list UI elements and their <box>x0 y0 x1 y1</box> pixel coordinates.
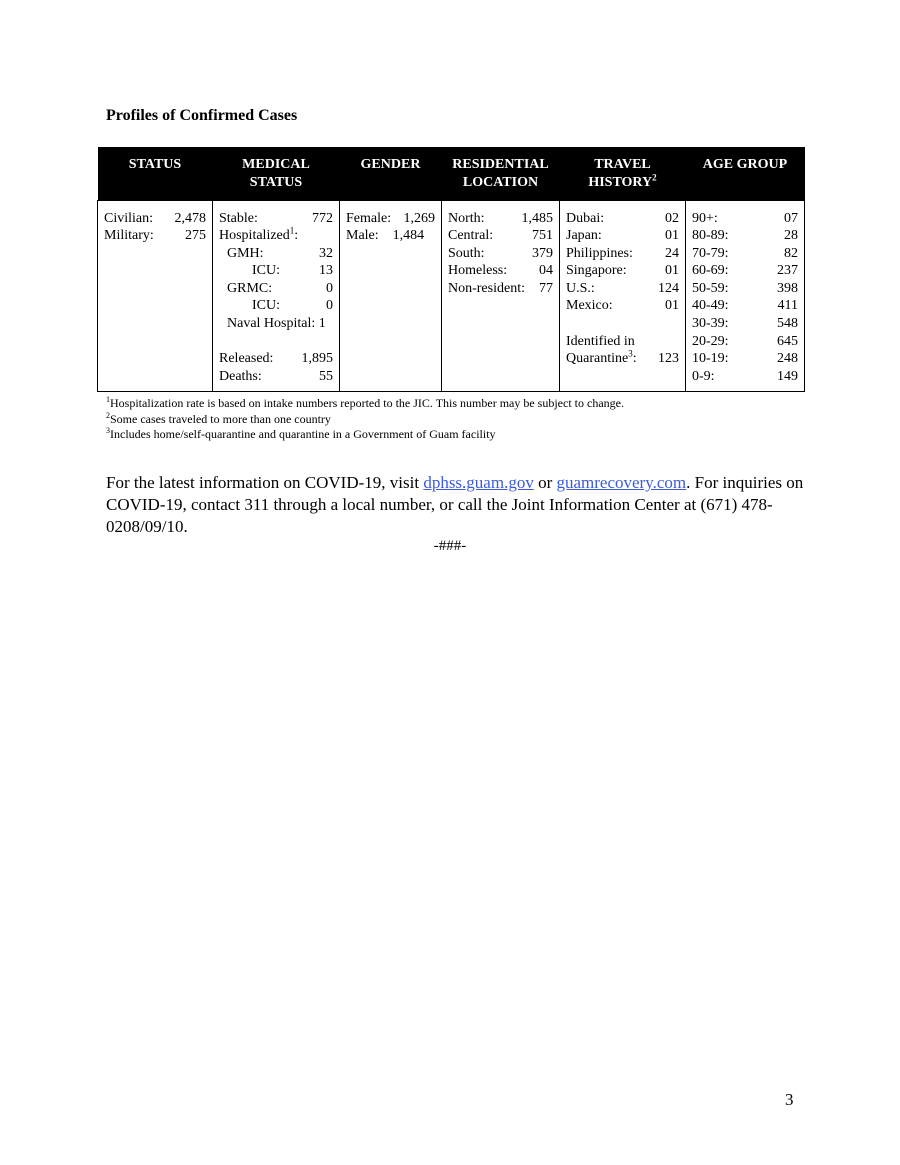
medical-row <box>219 368 333 386</box>
header-line: RESIDENTIAL <box>452 157 549 172</box>
row-value: 645 <box>777 333 798 349</box>
footnote-marker: 3 <box>106 426 110 435</box>
age-row <box>692 297 798 315</box>
footnote-text: Includes home/self-quarantine and quarantine in a Government of Guam facility <box>110 427 496 441</box>
footnote-text: Hospitalization rate is based on intake numbers reported to the JIC. This number may be subject to change. <box>110 396 624 410</box>
status-row <box>104 210 206 228</box>
info-paragraph <box>106 472 806 538</box>
row-label: Homeless: <box>448 263 508 279</box>
age-group-cell <box>686 200 805 392</box>
row-label: Identified in <box>566 333 635 349</box>
info-text: or <box>533 473 557 492</box>
row-value: 24 <box>665 245 679 261</box>
row-value: 0 <box>326 280 333 296</box>
row-value: 379 <box>532 245 553 261</box>
age-row <box>692 315 798 333</box>
footnote <box>106 396 624 412</box>
row-value: 411 <box>777 298 798 314</box>
age-row <box>692 280 798 298</box>
footnote-marker: 2 <box>106 410 110 420</box>
table-header-row <box>98 147 805 200</box>
row-label: Civilian: <box>104 210 153 226</box>
dphss-link[interactable]: dphss.guam.gov <box>423 473 534 492</box>
page-number: 3 <box>785 1090 794 1109</box>
travel-row <box>566 245 679 263</box>
age-row <box>692 210 798 228</box>
travel-row <box>566 227 679 245</box>
medical-row <box>219 210 333 228</box>
residential-row <box>448 262 553 280</box>
travel-row <box>566 297 679 315</box>
header-line: LOCATION <box>462 175 539 190</box>
row-value: 82 <box>784 245 798 261</box>
medical-row <box>219 315 333 333</box>
row-label: Philippines: <box>566 245 633 261</box>
row-value: 28 <box>784 228 798 244</box>
row-label: Non-resident: <box>448 280 525 296</box>
header-status <box>98 147 213 200</box>
row-label: GRMC: <box>227 280 273 296</box>
header-line: STATUS <box>249 175 303 190</box>
row-value: 751 <box>532 228 553 244</box>
row-label: Male: <box>346 228 379 244</box>
row-label: Central: <box>448 228 494 244</box>
travel-row <box>566 262 679 280</box>
header-age-group <box>686 147 805 200</box>
row-label: 10-19: <box>692 351 729 367</box>
row-value: 77 <box>539 280 553 296</box>
footnote-marker: 1 <box>289 225 295 236</box>
header-travel-history <box>560 147 686 200</box>
row-label: 30-39: <box>692 316 729 332</box>
age-row <box>692 245 798 263</box>
row-label: Female: <box>346 210 392 226</box>
residential-row <box>448 227 553 245</box>
header-medical-status <box>213 147 340 200</box>
medical-row <box>219 350 333 368</box>
age-row <box>692 227 798 245</box>
row-label: 0-9: <box>692 368 715 384</box>
age-row <box>692 333 798 351</box>
label-colon: : <box>632 351 637 367</box>
medical-row <box>219 280 333 298</box>
footnote <box>106 412 624 428</box>
row-value: 1,895 <box>301 351 333 367</box>
row-value: 13 <box>319 263 333 279</box>
row-label: 20-29: <box>692 333 729 349</box>
row-label: Dubai: <box>566 210 605 226</box>
row-label: Mexico: <box>566 298 613 314</box>
row-label: 70-79: <box>692 245 729 261</box>
footnotes <box>106 396 624 443</box>
row-value: 07 <box>784 210 798 226</box>
table-row <box>98 200 805 392</box>
row-value: 01 <box>665 298 679 314</box>
row-value: 124 <box>658 280 679 296</box>
row-value: 398 <box>777 280 798 296</box>
row-label: Japan: <box>566 228 602 244</box>
row-value: 1,485 <box>521 210 553 226</box>
row-value: 02 <box>665 210 679 226</box>
row-label: ICU: <box>252 298 280 314</box>
row-label: 50-59: <box>692 280 729 296</box>
medical-row <box>219 227 333 245</box>
row-label: 60-69: <box>692 263 729 279</box>
header-line: STATUS <box>128 157 182 172</box>
row-label <box>566 350 637 368</box>
gender-row <box>346 227 435 245</box>
row-label: Released: <box>219 351 274 367</box>
header-line: MEDICAL <box>242 157 310 172</box>
age-row <box>692 262 798 280</box>
residential-row <box>448 280 553 298</box>
row-spacer <box>566 315 679 333</box>
footnote-marker: 2 <box>652 172 657 183</box>
status-cell <box>98 200 213 392</box>
residential-row <box>448 210 553 228</box>
confirmed-cases-table <box>97 147 805 392</box>
residential-row <box>448 245 553 263</box>
row-label: Military: <box>104 228 154 244</box>
row-value: 01 <box>665 228 679 244</box>
footnote-text: Some cases traveled to more than one country <box>110 411 331 426</box>
header-line: TRAVEL <box>594 157 651 172</box>
row-value: 01 <box>665 263 679 279</box>
row-value: 2,478 <box>174 210 206 226</box>
row-label: Stable: <box>219 210 258 226</box>
row-spacer <box>219 333 333 351</box>
row-value: 248 <box>777 351 798 367</box>
info-text: For the latest information on COVID-19, visit <box>106 473 424 492</box>
row-label: Naval Hospital: 1 <box>227 316 326 332</box>
hospitalized-label: Hospitalized <box>219 228 290 244</box>
travel-row <box>566 210 679 228</box>
residential-location-cell <box>442 200 560 392</box>
medical-row <box>219 245 333 263</box>
medical-row <box>219 297 333 315</box>
header-gender <box>340 147 442 200</box>
row-label: 80-89: <box>692 228 729 244</box>
page-title: Profiles of Confirmed Cases <box>106 107 298 124</box>
travel-history-cell <box>560 200 686 392</box>
age-row <box>692 368 798 386</box>
row-label: U.S.: <box>566 280 595 296</box>
row-value: 123 <box>658 351 679 367</box>
row-value: 772 <box>312 210 333 226</box>
row-label: 90+: <box>692 210 718 226</box>
row-value: 275 <box>185 228 206 244</box>
gender-row <box>346 210 435 228</box>
row-value: 04 <box>539 263 553 279</box>
row-label: Singapore: <box>566 263 627 279</box>
row-label: 40-49: <box>692 298 729 314</box>
footnote-marker: 1 <box>106 395 110 404</box>
row-value: 0 <box>326 298 333 314</box>
row-label: ICU: <box>252 263 280 279</box>
travel-row <box>566 280 679 298</box>
medical-status-cell <box>213 200 340 392</box>
row-label: South: <box>448 245 485 261</box>
travel-row <box>566 350 679 368</box>
header-residential-location <box>442 147 560 200</box>
travel-row <box>566 333 679 351</box>
row-value: 55 <box>319 368 333 384</box>
info-text: . For inquiries on COVID-19, contact 311 through a local number, or call the Joint Information Center at (671) 478-0208/09/10. <box>106 473 804 536</box>
footnote-marker: 3 <box>628 348 633 359</box>
status-row <box>104 227 206 245</box>
header-line: GENDER <box>360 157 421 172</box>
row-value: 237 <box>777 263 798 279</box>
row-label: North: <box>448 210 485 226</box>
footnote <box>106 427 624 443</box>
row-label: Deaths: <box>219 368 262 384</box>
row-label: GMH: <box>227 245 264 261</box>
row-value: 149 <box>777 368 798 384</box>
row-value: 1,484 <box>392 228 425 244</box>
row-label <box>219 227 298 245</box>
header-line: HISTORY <box>588 175 653 190</box>
header-line: AGE GROUP <box>702 157 788 172</box>
age-row <box>692 350 798 368</box>
gender-cell <box>340 200 442 392</box>
row-value: 32 <box>319 245 333 261</box>
label-colon: : <box>294 228 299 244</box>
end-mark: -###- <box>433 538 467 554</box>
quarantine-label: Quarantine <box>566 351 629 367</box>
row-value: 548 <box>777 316 798 332</box>
medical-row <box>219 262 333 280</box>
guamrecovery-link[interactable]: guamrecovery.com <box>556 473 687 492</box>
row-value: 1,269 <box>403 210 435 226</box>
